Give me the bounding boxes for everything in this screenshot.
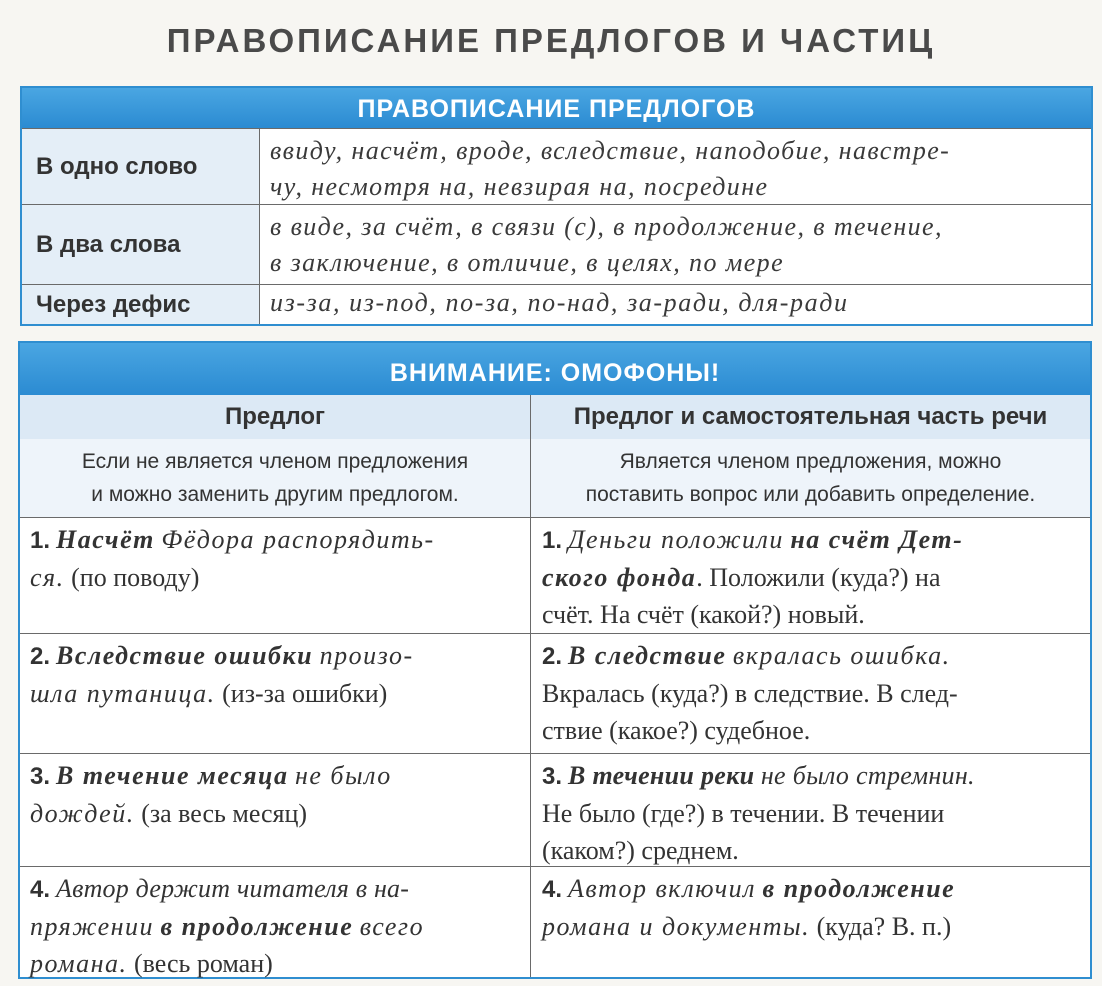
row-text-line: в заключение, в отличие, в целях, по мере	[270, 248, 785, 277]
row-label: Через дефис	[22, 285, 260, 324]
example-text: романа.	[30, 949, 128, 978]
example-number: 3.	[30, 763, 51, 790]
example-note: счёт. На счёт (какой?) новый.	[542, 600, 865, 629]
example-text: ся.	[30, 563, 65, 592]
description-line: Если не является членом предложения	[81, 450, 469, 473]
column-header-preposition: Предлог	[20, 395, 530, 439]
example-text: вкралась ошибка.	[732, 641, 951, 670]
example-keyword: Вследствие ошибки	[56, 641, 314, 670]
example-text: Автор включил	[568, 874, 756, 903]
example-note: ствие (какое?) судебное.	[542, 716, 811, 745]
column-description-preposition	[20, 439, 530, 517]
example-note: (весь роман)	[134, 949, 273, 978]
example-number: 2.	[30, 643, 51, 670]
row-text	[270, 285, 1081, 321]
row-label: В два слова	[22, 205, 260, 284]
example-keyword: на счёт Дет-	[790, 525, 964, 554]
example-number: 4.	[30, 876, 51, 903]
example-3-independent	[542, 757, 1082, 869]
example-1-independent	[542, 521, 1082, 633]
example-text: пряжении	[30, 912, 155, 941]
example-note: (куда? В. п.)	[816, 912, 952, 941]
example-keyword: в продолжение	[762, 874, 956, 903]
example-note: (за весь месяц)	[141, 799, 308, 828]
table-row	[22, 204, 1091, 284]
example-text: романа и документы.	[542, 912, 811, 941]
example-4-preposition	[30, 870, 520, 982]
row-text-line: в виде, за счёт, в связи (с), в продолжение, в течение,	[270, 212, 943, 241]
example-text: Фёдора распорядить-	[161, 525, 435, 554]
row-text	[270, 133, 1081, 205]
example-number: 4.	[542, 876, 563, 903]
row-text-line: из-за, из-под, по-за, по-над, за-ради, для-ради	[270, 288, 849, 317]
example-number: 3.	[542, 763, 563, 790]
description-line: поставить вопрос или добавить определение.	[585, 483, 1036, 506]
example-2-independent	[542, 637, 1082, 749]
example-text: произо-	[319, 641, 414, 670]
example-text: Автор держит читателя в на-	[56, 874, 410, 903]
table-row	[22, 284, 1091, 324]
example-text: не было	[294, 761, 392, 790]
example-text: всего	[359, 912, 425, 941]
homophones-header: ВНИМАНИЕ: ОМОФОНЫ!	[20, 343, 1090, 395]
column-description-independent	[531, 439, 1090, 517]
table-row	[22, 128, 1091, 204]
example-3-preposition	[30, 757, 520, 832]
example-note: Вкралась (куда?) в следствие. В след-	[542, 679, 958, 708]
example-note: Не было (где?) в течении. В течении	[542, 799, 945, 828]
row-text	[270, 209, 1081, 281]
example-text: шла путаница.	[30, 679, 216, 708]
example-text: дождей.	[30, 799, 135, 828]
example-keyword: в продолжение	[160, 912, 354, 941]
example-keyword: В течение месяца	[56, 761, 289, 790]
row-label: В одно слово	[22, 129, 260, 204]
example-keyword: В следствие	[568, 641, 727, 670]
example-1-preposition	[30, 521, 520, 596]
column-header-independent: Предлог и самостоятельная часть речи	[531, 395, 1090, 439]
prepositions-table	[20, 86, 1093, 326]
example-keyword: ского фонда	[542, 563, 697, 592]
example-note: (по поводу)	[71, 563, 200, 592]
row-text-line: чу, несмотря на, невзирая на, посредине	[270, 172, 769, 201]
prepositions-header: ПРАВОПИСАНИЕ ПРЕДЛОГОВ	[22, 88, 1091, 128]
example-keyword: В течении реки	[568, 761, 755, 790]
description-line: и можно заменить другим предлогом.	[91, 483, 459, 506]
example-2-preposition	[30, 637, 520, 712]
homophones-table	[18, 341, 1092, 979]
example-number: 1.	[542, 527, 563, 554]
row-text-line: ввиду, насчёт, вроде, вследствие, наподобие, навстре-	[270, 136, 951, 165]
page-title: ПРАВОПИСАНИЕ ПРЕДЛОГОВ И ЧАСТИЦ	[166, 22, 936, 59]
example-note: (каком?) среднем.	[542, 836, 739, 865]
example-keyword: Насчёт	[56, 525, 155, 554]
example-text: не было стремнин.	[760, 761, 975, 790]
example-4-independent	[542, 870, 1082, 945]
example-number: 1.	[30, 527, 51, 554]
example-number: 2.	[542, 643, 563, 670]
description-line: Является членом предложения, можно	[619, 450, 1002, 473]
example-note: (из-за ошибки)	[222, 679, 388, 708]
example-note: . Положили (куда?) на	[696, 563, 941, 592]
example-text: Деньги положили	[568, 525, 784, 554]
